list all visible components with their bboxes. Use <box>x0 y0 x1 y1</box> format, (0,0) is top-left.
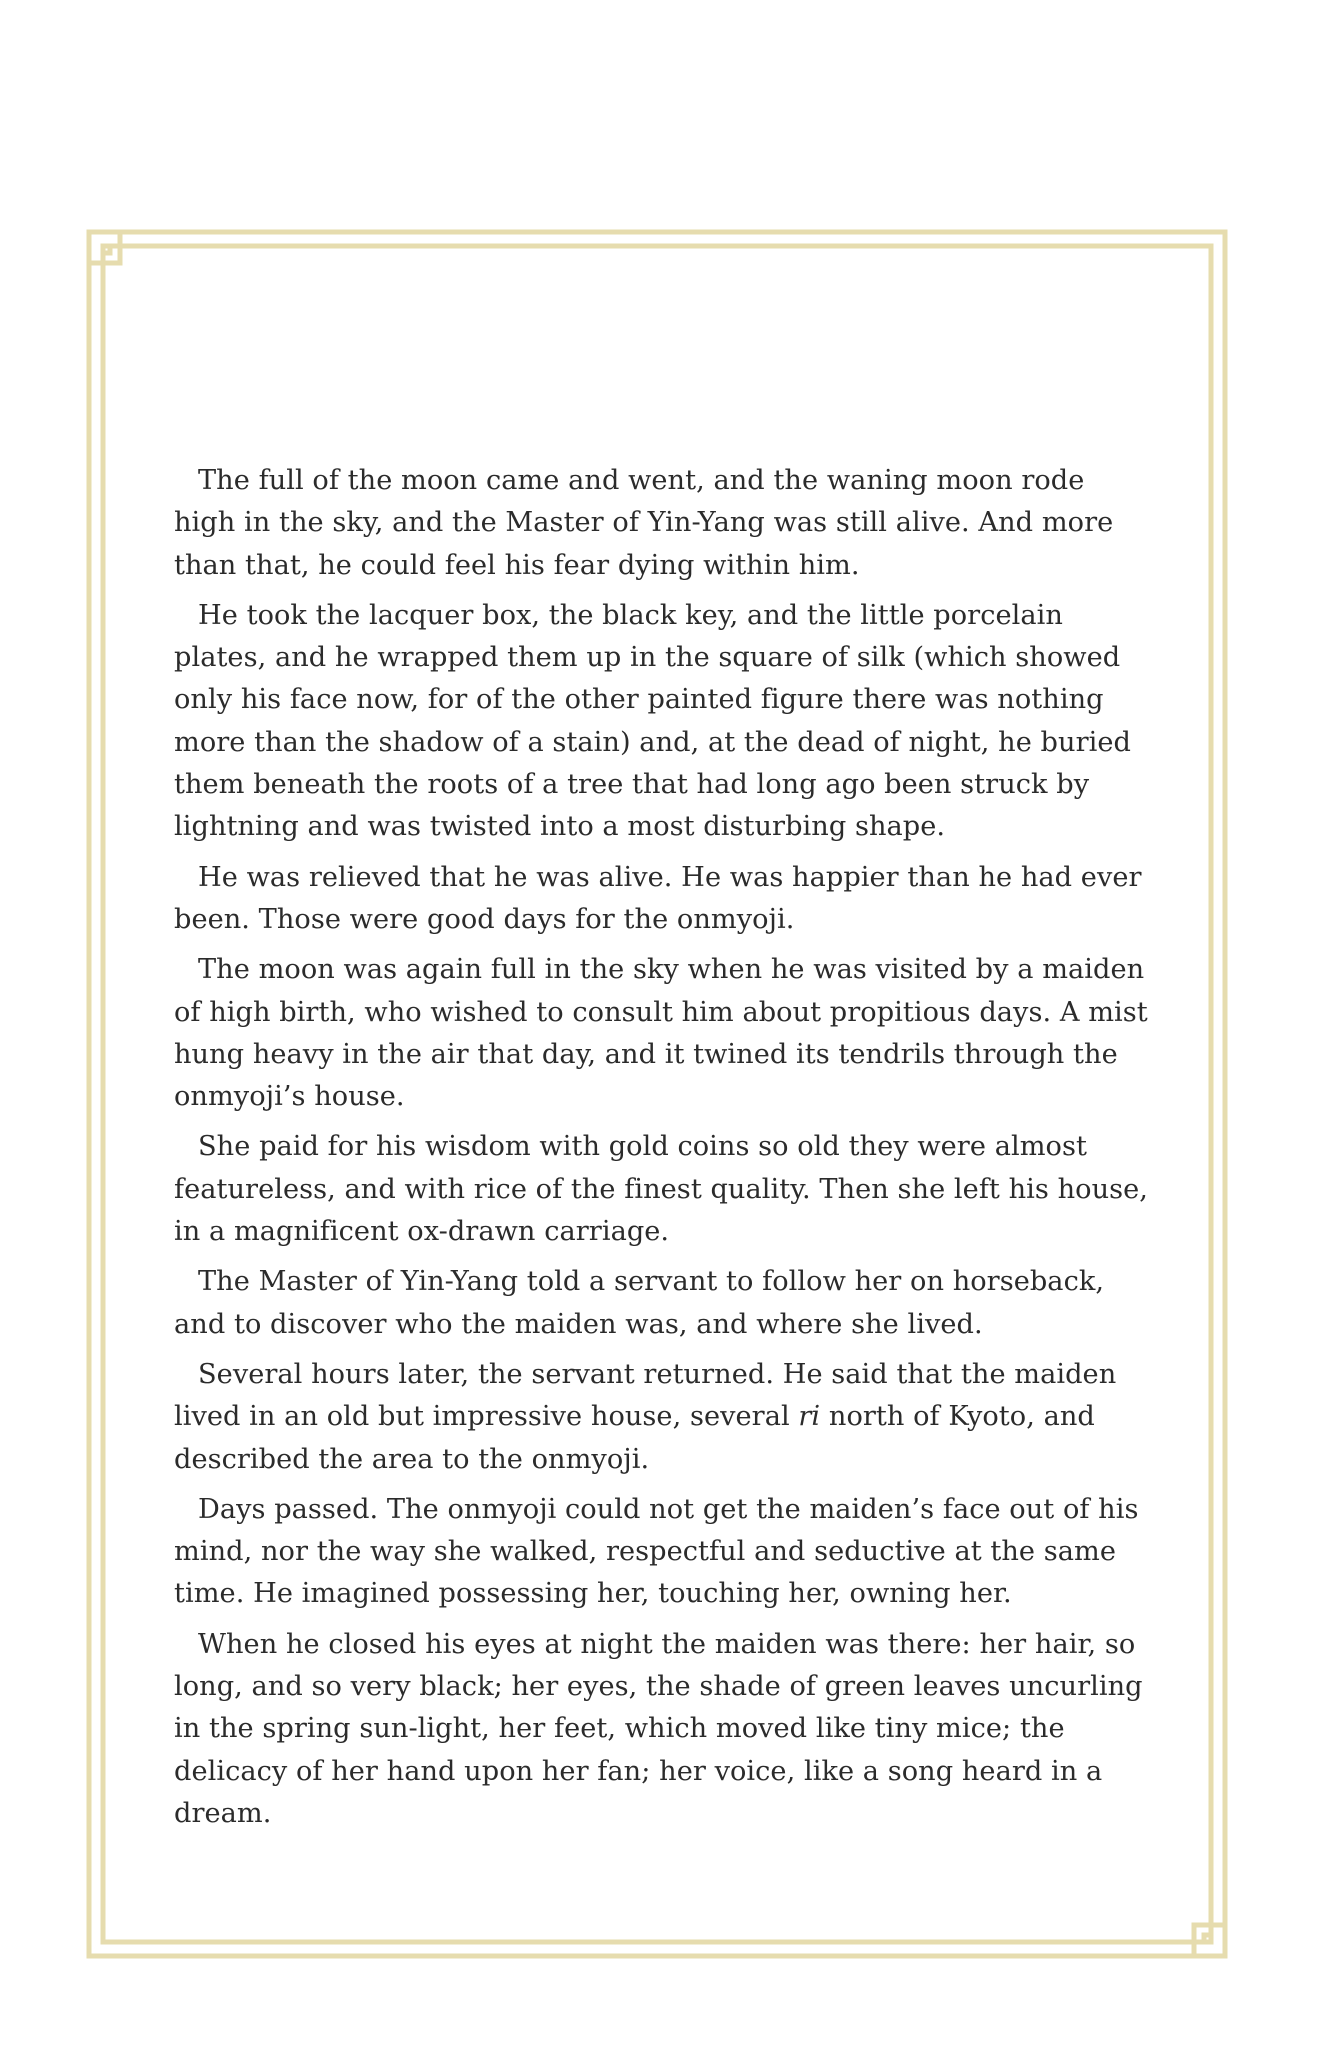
story-text <box>174 460 1149 1835</box>
paragraph: The Master of Yin-Yang told a servant to follow her on horseback, and to discover who the maiden was, and where she lived. <box>174 1266 1105 1340</box>
paragraph: When he closed his eyes at night the maiden was there: her hair, so long, and so very black; her eyes, the shade of green leaves uncurling in the spring sun-light, her feet, which moved like tiny mice; the delicacy of her hand upon her fan; her voice, like a song heard in a dream. <box>174 1628 1143 1829</box>
paragraph: Days passed. The onmyoji could not get the maiden’s face out of his mind, nor the way she walked, respectful and seductive at the same time. He imagined possessing her, touching her, owning her. <box>174 1493 1139 1610</box>
paragraph <box>174 1354 1149 1481</box>
paragraph-text: Several hours later, the servant returned. He said that the maiden lived in an old but impressive house, several <box>174 1358 1117 1433</box>
paragraph: He was relieved that he was alive. He was happier than he had ever been. Those were good days for the onmyoji. <box>174 861 1142 935</box>
paragraph: She paid for his wisdom with gold coins so old they were almost featureless, and with rice of the finest quality. Then she left his house, in a magnificent ox-drawn carriage. <box>174 1131 1148 1248</box>
paragraph: He took the lacquer box, the black key, and the little porcelain plates, and he wrapped them up in the square of silk (which showed only his face now, for of the other painted figure there was nothing more than the shadow of a stain) and, at the dead of night, he buried them beneath the roots of a tree that had long ago been struck by lightning and was twisted into a most disturbing shape. <box>174 599 1131 843</box>
paragraph: The full of the moon came and went, and the waning moon rode high in the sky, and the Master of Yin-Yang was still alive. And more than that, he could feel his fear dying within him. <box>174 465 1114 581</box>
italic-word: ri <box>798 1401 821 1433</box>
paragraph-text: north of Kyoto, and described the area to the onmyoji. <box>174 1401 1095 1475</box>
paragraph: The moon was again full in the sky when he was visited by a maiden of high birth, who wished to consult him about propitious days. A mist hung heavy in the air that day, and it twined its tendrils through the onmyoji’s house. <box>174 954 1148 1113</box>
